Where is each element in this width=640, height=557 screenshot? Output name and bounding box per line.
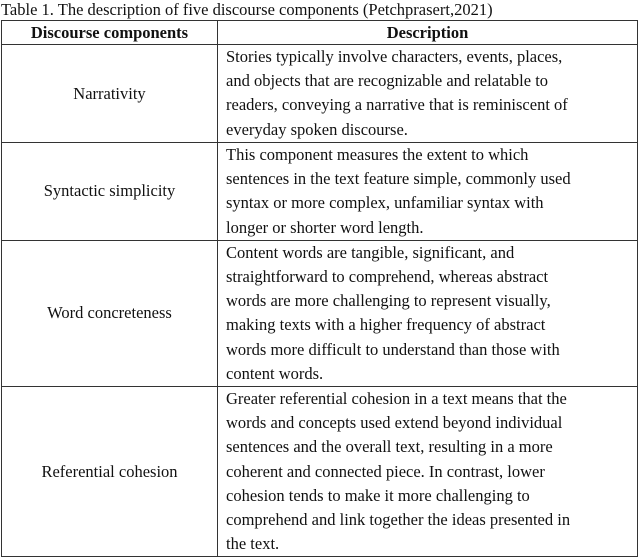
component-cell: Narrativity [2,45,218,143]
description-line: comprehend and link together the ideas presented in [226,510,571,530]
description-line: Content words are tangible, significant, and [226,242,515,262]
description-line: everyday spoken discourse. [226,119,408,139]
description-line: content words. [226,363,324,383]
description-line: making texts with a higher frequency of abstract [226,315,546,335]
header-description: Description [218,21,638,45]
header-discourse-components: Discourse components [2,21,218,45]
description-cell [218,45,638,143]
description-line: cohesion tends to make it more challenging to [226,485,530,505]
description-line: sentences and the overall text, resulting in a more [226,437,553,457]
description-cell [218,387,638,557]
component-cell: Referential cohesion [2,387,218,557]
table-row [2,240,638,386]
component-cell: Syntactic simplicity [2,143,218,241]
description-line: straightforward to comprehend, whereas abstract [226,267,549,287]
component-cell: Word concreteness [2,240,218,386]
description-line: Greater referential cohesion in a text means that the [226,389,567,409]
description-line: words and concepts used extend beyond individual [226,413,563,433]
discourse-components-table [1,20,638,557]
table-caption: Table 1. The description of five discourse components (Petchprasert,2021) [1,0,493,19]
description-line: the text. [226,534,280,554]
description-cell [218,143,638,241]
description-cell [218,240,638,386]
table-row [2,143,638,241]
table-row [2,45,638,143]
description-line: Stories typically involve characters, events, places, [226,47,563,66]
description-line: and objects that are recognizable and relatable to [226,71,549,91]
description-line: coherent and connected piece. In contrast, lower [226,461,545,481]
table-row [2,387,638,557]
description-line: words more difficult to understand than those with [226,339,560,359]
header-row [2,21,638,45]
description-line: words are more challenging to represent visually, [226,291,551,311]
description-line: longer or shorter word length. [226,217,424,237]
description-line: readers, conveying a narrative that is reminiscent of [226,95,568,115]
description-line: syntax or more complex, unfamiliar syntax with [226,193,544,213]
description-line: This component measures the extent to which [226,145,529,164]
description-line: sentences in the text feature simple, commonly used [226,169,571,189]
